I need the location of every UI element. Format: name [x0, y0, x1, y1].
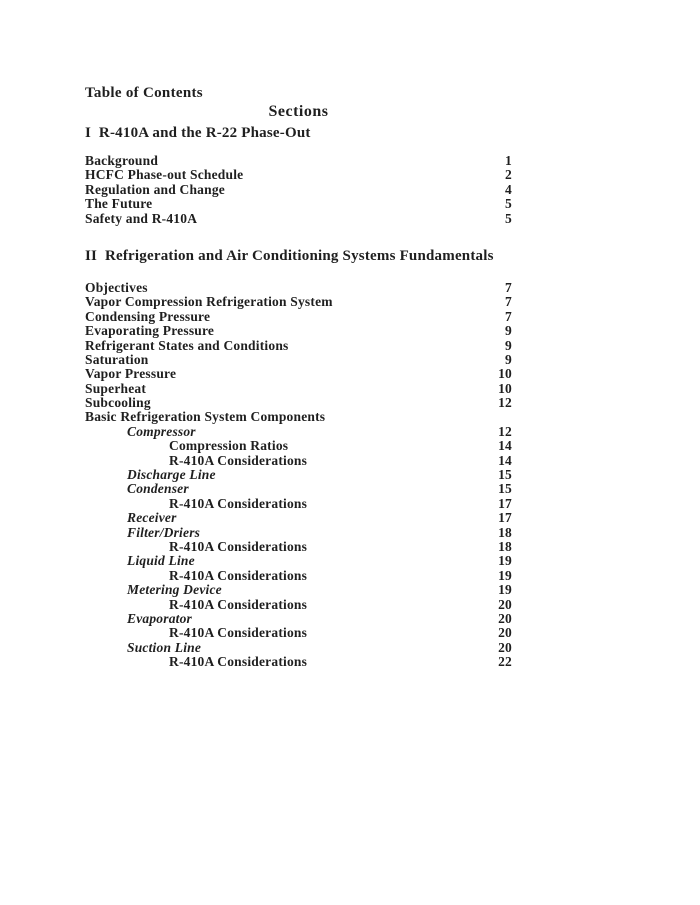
- toc-entry-label: R-410A Considerations: [169, 596, 308, 612]
- section-1-heading: I R-410A and the R-22 Phase-Out: [85, 125, 311, 141]
- section-2-heading: II Refrigeration and Air Conditioning Systems Fundamentals: [85, 247, 494, 264]
- toc-entry-page: 10: [498, 366, 512, 382]
- toc-entry-label: Evaporating Pressure: [85, 323, 215, 339]
- toc-entry-page: 15: [498, 467, 512, 483]
- toc-entry-label: Receiver: [127, 510, 177, 526]
- toc-entry-page: 18: [498, 538, 512, 554]
- toc-entry-label: Safety and R-410A: [85, 210, 198, 226]
- toc-entry: [85, 154, 512, 168]
- toc-entry-label: R-410A Considerations: [169, 538, 308, 554]
- toc-entry: [85, 554, 512, 568]
- toc-entry: [85, 168, 512, 182]
- toc-entry: [85, 425, 512, 439]
- toc-entry-label: Saturation: [85, 351, 149, 367]
- toc-entry-page: 17: [498, 510, 512, 526]
- toc-entry: [85, 183, 512, 197]
- toc-entry-label: Condenser: [127, 481, 189, 497]
- toc-entry-label: Filter/Driers: [127, 524, 201, 540]
- toc-entry: [85, 410, 512, 424]
- toc-entry-label: R-410A Considerations: [169, 452, 308, 468]
- toc-entry: [85, 511, 512, 525]
- toc-entry-label: R-410A Considerations: [169, 625, 308, 641]
- toc-entry: [85, 626, 512, 640]
- toc-entry: [85, 339, 512, 353]
- toc-entry-label: Compressor: [127, 423, 196, 439]
- toc-entry-page: 5: [505, 210, 512, 226]
- toc-entry: [85, 454, 512, 468]
- toc-entry-page: 4: [505, 181, 512, 197]
- toc-entry: [85, 281, 512, 295]
- toc-entry: [85, 540, 512, 554]
- toc-entry: [85, 583, 512, 597]
- toc-entry: [85, 526, 512, 540]
- toc-entry-label: R-410A Considerations: [169, 567, 308, 583]
- toc-entry: [85, 197, 512, 211]
- toc-entry-label: Refrigerant States and Conditions: [85, 337, 289, 353]
- toc-entry-page: 20: [498, 625, 512, 641]
- toc-entry: [85, 612, 512, 626]
- toc-entry: [85, 367, 512, 381]
- toc-entry-label: HCFC Phase-out Schedule: [85, 167, 244, 183]
- toc-entry: [85, 212, 512, 226]
- toc-entry-page: 20: [498, 596, 512, 612]
- section-1-entries: [85, 154, 512, 226]
- sections-heading: Sections: [268, 103, 329, 120]
- toc-entry: [85, 310, 512, 324]
- section-2-entries: [85, 281, 512, 670]
- toc-entry-page: 7: [505, 308, 512, 324]
- toc-entry-page: 9: [505, 337, 512, 353]
- toc-entry-page: 12: [498, 395, 512, 411]
- toc-entry-label: Subcooling: [85, 395, 151, 411]
- toc-entry: [85, 497, 512, 511]
- toc-entry-label: Background: [85, 153, 159, 168]
- toc-entry-page: 15: [498, 481, 512, 497]
- toc-entry-page: 7: [505, 279, 512, 295]
- toc-entry-page: 12: [498, 423, 512, 439]
- toc-entry-page: 9: [505, 351, 512, 367]
- toc-entry-page: 19: [498, 582, 512, 598]
- toc-entry-page: 20: [498, 639, 512, 655]
- toc-entry-page: 10: [498, 380, 512, 396]
- toc-entry-label: Objectives: [85, 279, 148, 295]
- toc-entry-label: R-410A Considerations: [169, 495, 308, 511]
- toc-entry-label: Metering Device: [127, 582, 222, 598]
- toc-entry: [85, 396, 512, 410]
- toc-entry: [85, 439, 512, 453]
- toc-entry-page: 19: [498, 567, 512, 583]
- toc-title: Table of Contents: [85, 85, 203, 101]
- toc-entry: [85, 382, 512, 396]
- toc-entry-page: 20: [498, 610, 512, 626]
- toc-entry-label: Vapor Pressure: [85, 366, 177, 382]
- toc-entry-label: Liquid Line: [127, 553, 195, 569]
- toc-entry-page: 18: [498, 524, 512, 540]
- toc-entry-page: 14: [498, 438, 512, 454]
- toc-entry: [85, 569, 512, 583]
- toc-entry-label: Discharge Line: [127, 467, 216, 483]
- toc-entry-label: Basic Refrigeration System Components: [85, 409, 326, 425]
- toc-entry-label: R-410A Considerations: [169, 654, 308, 670]
- toc-entry: [85, 468, 512, 482]
- toc-entry-label: Vapor Compression Refrigeration System: [85, 294, 333, 310]
- toc-entry-label: Superheat: [85, 380, 147, 396]
- toc-entry-page: 1: [505, 153, 512, 168]
- toc-entry-label: Evaporator: [127, 610, 193, 626]
- toc-entry-page: 9: [505, 323, 512, 339]
- toc-entry-page: 7: [505, 294, 512, 310]
- toc-entry-page: 2: [505, 167, 512, 183]
- toc-entry-label: Regulation and Change: [85, 181, 225, 197]
- toc-content: [85, 0, 512, 670]
- toc-entry: [85, 641, 512, 655]
- toc-entry-label: The Future: [85, 196, 153, 212]
- toc-entry-label: Suction Line: [127, 639, 202, 655]
- toc-entry-page: 14: [498, 452, 512, 468]
- toc-entry-page: 17: [498, 495, 512, 511]
- toc-entry: [85, 353, 512, 367]
- toc-entry: [85, 482, 512, 496]
- toc-entry: [85, 598, 512, 612]
- toc-entry-label: Compression Ratios: [169, 438, 289, 454]
- toc-entry-page: 5: [505, 196, 512, 212]
- toc-entry: [85, 655, 512, 669]
- toc-entry: [85, 295, 512, 309]
- toc-entry: [85, 324, 512, 338]
- toc-entry-page: 22: [498, 654, 512, 670]
- toc-entry-page: 19: [498, 553, 512, 569]
- toc-entry-label: Condensing Pressure: [85, 308, 211, 324]
